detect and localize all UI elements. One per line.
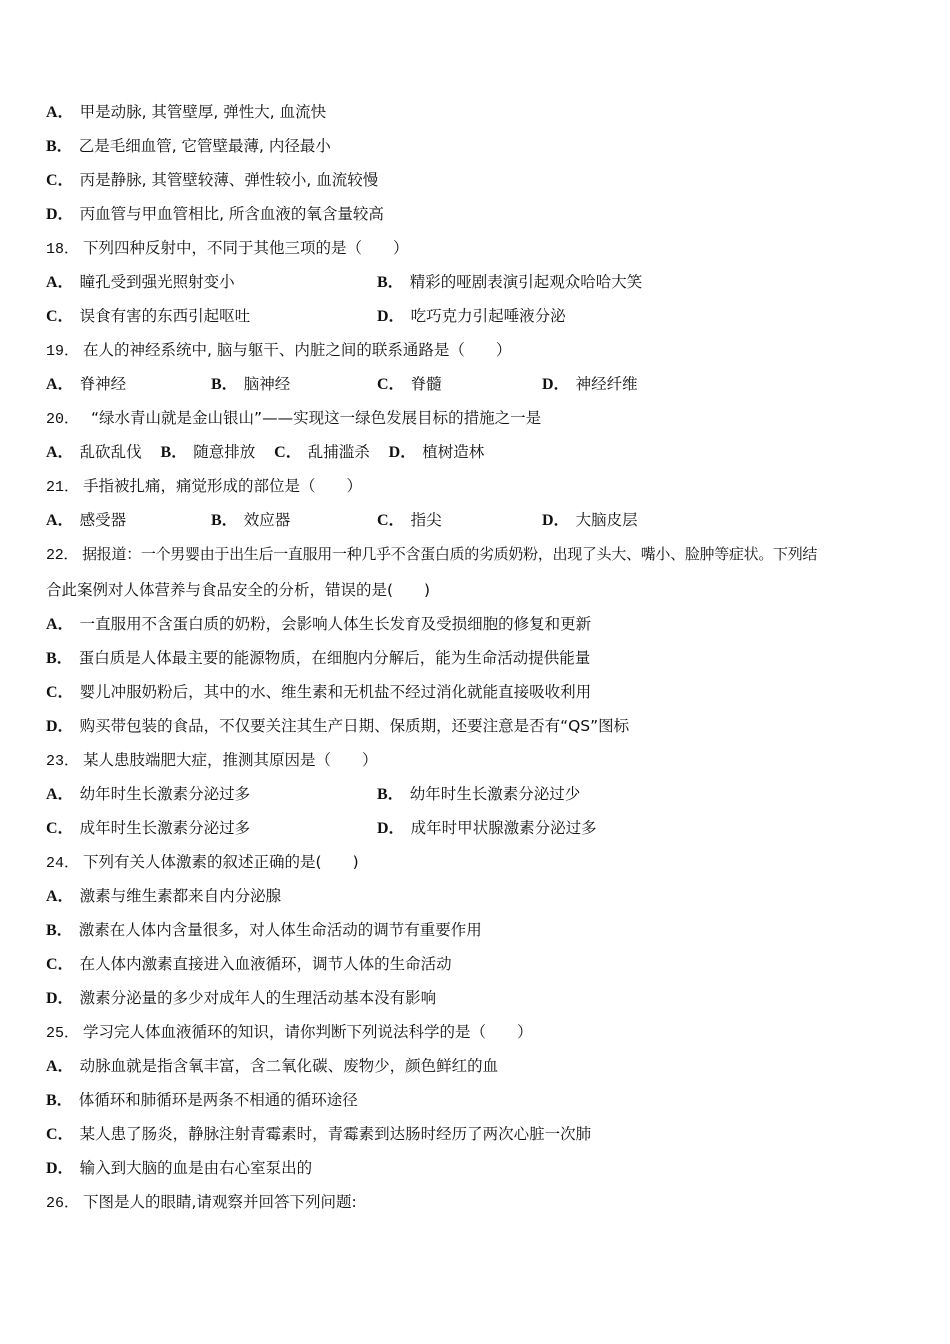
question-21-stem <box>46 474 362 498</box>
question-23-options-row-1 <box>46 782 906 806</box>
option-text: 乱砍乱伐 <box>79 443 142 461</box>
option-text: “绿水青山就是金山银山”——实现这一绿色发展目标的措施之一是 <box>75 409 542 427</box>
option-text: 指尖 <box>410 511 442 529</box>
option-text: 瞳孔受到强光照射变小 <box>79 273 235 291</box>
question-18-options-row-1 <box>46 270 906 294</box>
option-label: A． <box>46 444 74 461</box>
option-24-c <box>46 952 452 976</box>
option-25-d <box>46 1156 312 1180</box>
option-text: 激素在人体内含量很多，对人体生命活动的调节有重要作用 <box>78 921 482 939</box>
option-text: 动脉血就是指含氧丰富，含二氧化碳、废物少，颜色鲜红的血 <box>79 1057 499 1075</box>
option-label: D． <box>542 512 570 529</box>
option-text: 22． <box>46 547 79 564</box>
option-22-b <box>46 646 590 670</box>
option-text: 25． <box>46 1025 80 1042</box>
option-text: 购买带包装的食品，不仅要关注其生产日期、保质期，还要注意是否有“QS”图标 <box>79 717 630 735</box>
option-prev-d <box>46 202 384 226</box>
option-label: B． <box>46 650 73 667</box>
option-23-d <box>377 816 597 841</box>
option-text: 某人患了肠炎，静脉注射青霉素时，青霉素到达肠时经历了两次心脏一次肺 <box>79 1125 592 1143</box>
option-19-a <box>46 372 126 397</box>
question-20-options <box>46 440 498 464</box>
option-text: 19． <box>46 343 80 360</box>
option-text: 输入到大脑的血是由右心室泵出的 <box>79 1159 313 1177</box>
option-text: 脊神经 <box>79 375 127 393</box>
question-21-options <box>46 508 906 532</box>
question-25-stem <box>46 1020 533 1044</box>
option-23-c <box>46 816 250 841</box>
option-25-a <box>46 1054 498 1078</box>
option-label: D． <box>377 308 405 325</box>
option-text: 效应器 <box>243 511 291 529</box>
option-label: C． <box>46 956 74 973</box>
option-label: A． <box>46 888 74 905</box>
option-label: B． <box>46 922 73 939</box>
option-19-d <box>542 372 638 397</box>
question-18-options-row-2 <box>46 304 906 328</box>
option-text: 在人体内激素直接进入血液循环，调节人体的生命活动 <box>79 955 452 973</box>
option-24-d <box>46 986 436 1010</box>
question-22-stem-continued: 合此案例对人体营养与食品安全的分析，错误的是( ) <box>46 581 431 599</box>
option-text: 学习完人体血液循环的知识，请你判断下列说法科学的是（ ） <box>83 1023 533 1041</box>
option-18-a <box>46 270 235 295</box>
option-text: 下列四种反射中，不同于其他三项的是（ ） <box>83 239 409 257</box>
option-label: C． <box>46 684 74 701</box>
option-label: A． <box>46 616 74 633</box>
option-19-b <box>211 372 290 397</box>
option-25-c <box>46 1122 591 1146</box>
question-24-stem <box>46 850 359 874</box>
option-22-d <box>46 714 629 738</box>
option-label: C． <box>46 172 74 189</box>
option-text: 幼年时生长激素分泌过多 <box>79 785 251 803</box>
option-label: C． <box>274 444 302 461</box>
option-text: 20． <box>46 411 72 428</box>
option-22-c <box>46 680 591 704</box>
option-label: A． <box>46 104 74 121</box>
option-text: 植树造林 <box>422 443 485 461</box>
option-text: 据报道：一个男婴由于出生后一直服用一种几乎不含蛋白质的劣质奶粉，出现了头大、嘴小、脸肿等症状。下列结 <box>82 545 818 563</box>
option-text: 下列有关人体激素的叙述正确的是( ) <box>83 853 359 871</box>
option-21-c <box>377 508 442 533</box>
option-text: 23． <box>46 753 80 770</box>
option-21-b <box>211 508 290 533</box>
option-label: B． <box>211 512 238 529</box>
option-18-c <box>46 304 250 329</box>
option-23-a <box>46 782 250 807</box>
option-prev-b <box>46 134 331 158</box>
option-text: 甲是动脉, 其管壁厚, 弹性大, 血流快 <box>79 103 327 121</box>
question-22-stem <box>46 542 817 566</box>
option-text: 18． <box>46 241 80 258</box>
option-24-a <box>46 884 281 908</box>
option-label: B． <box>160 444 188 461</box>
option-label: C． <box>46 308 74 325</box>
option-text: 激素分泌量的多少对成年人的生理活动基本没有影响 <box>79 989 437 1007</box>
option-label: B． <box>46 138 73 155</box>
option-text: 某人患肢端肥大症，推测其原因是（ ） <box>83 751 378 769</box>
question-23-stem <box>46 748 378 772</box>
option-label: B． <box>377 786 404 803</box>
option-label: A． <box>46 512 74 529</box>
option-label: A． <box>46 1058 74 1075</box>
option-text: 精彩的哑剧表演引起观众哈哈大笑 <box>409 273 643 291</box>
option-text: 吃巧克力引起唾液分泌 <box>410 307 566 325</box>
option-text: 蛋白质是人体最主要的能源物质，在细胞内分解后，能为生命活动提供能量 <box>78 649 591 667</box>
option-prev-a <box>46 100 326 124</box>
option-label: C． <box>46 1126 74 1143</box>
option-text: 丙血管与甲血管相比, 所含血液的氧含量较高 <box>79 205 384 223</box>
option-text: 感受器 <box>79 511 127 529</box>
option-label: B． <box>377 274 404 291</box>
option-18-d <box>377 304 566 329</box>
option-text: 21． <box>46 479 80 496</box>
option-text: 幼年时生长激素分泌过少 <box>409 785 581 803</box>
option-text: 神经纤维 <box>575 375 638 393</box>
option-label: C． <box>377 376 405 393</box>
option-22-a <box>46 612 591 636</box>
option-text: 24． <box>46 855 80 872</box>
option-text: 误食有害的东西引起呕吐 <box>79 307 251 325</box>
question-19-stem <box>46 338 511 362</box>
question-20-stem <box>46 406 541 430</box>
option-text: 激素与维生素都来自内分泌腺 <box>79 887 282 905</box>
option-20-a <box>46 443 142 461</box>
option-text: 成年时甲状腺激素分泌过多 <box>410 819 597 837</box>
question-23-options-row-2 <box>46 816 906 840</box>
option-label: D． <box>542 376 570 393</box>
option-25-b <box>46 1088 358 1112</box>
option-20-b <box>161 443 256 461</box>
option-24-b <box>46 918 482 942</box>
option-text: 婴儿冲服奶粉后，其中的水、维生素和无机盐不经过消化就能直接吸收利用 <box>79 683 592 701</box>
option-text: 一直服用不含蛋白质的奶粉，会影响人体生长发育及受损细胞的修复和更新 <box>79 615 592 633</box>
option-label: B． <box>46 1092 73 1109</box>
option-label: D． <box>46 990 74 1007</box>
option-18-b <box>377 270 642 295</box>
option-text: 成年时生长激素分泌过多 <box>79 819 251 837</box>
option-text: 随意排放 <box>193 443 256 461</box>
option-text: 脊髓 <box>410 375 442 393</box>
option-text: 脑神经 <box>243 375 291 393</box>
question-18-stem <box>46 236 409 260</box>
option-text: 下图是人的眼睛,请观察并回答下列问题: <box>83 1193 357 1211</box>
option-label: D． <box>46 206 74 223</box>
option-text: 乙是毛细血管, 它管壁最薄, 内径最小 <box>78 137 331 155</box>
option-21-a <box>46 508 126 533</box>
option-text: 在人的神经系统中, 脑与躯干、内脏之间的联系通路是（ ） <box>83 341 512 359</box>
option-text: 26． <box>46 1195 80 1212</box>
option-20-c <box>274 443 370 461</box>
option-label: D． <box>46 1160 74 1177</box>
option-text: 乱捕滥杀 <box>307 443 370 461</box>
option-text: 手指被扎痛，痛觉形成的部位是（ ） <box>83 477 363 495</box>
option-prev-c <box>46 168 378 192</box>
option-label: B． <box>211 376 238 393</box>
option-label: A． <box>46 786 74 803</box>
question-19-options <box>46 372 906 396</box>
option-label: D． <box>377 820 405 837</box>
option-label: A． <box>46 376 74 393</box>
option-19-c <box>377 372 442 397</box>
option-text: 体循环和肺循环是两条不相通的循环途径 <box>78 1091 358 1109</box>
option-label: C． <box>46 820 74 837</box>
option-label: C． <box>377 512 405 529</box>
option-label: D． <box>388 444 417 461</box>
option-20-d <box>389 443 485 461</box>
option-label: A． <box>46 274 74 291</box>
option-23-b <box>377 782 580 807</box>
option-21-d <box>542 508 638 533</box>
option-text: 大脑皮层 <box>575 511 638 529</box>
question-26-stem <box>46 1190 357 1214</box>
option-text: 丙是静脉, 其管壁较薄、弹性较小, 血流较慢 <box>79 171 379 189</box>
option-label: D． <box>46 718 74 735</box>
